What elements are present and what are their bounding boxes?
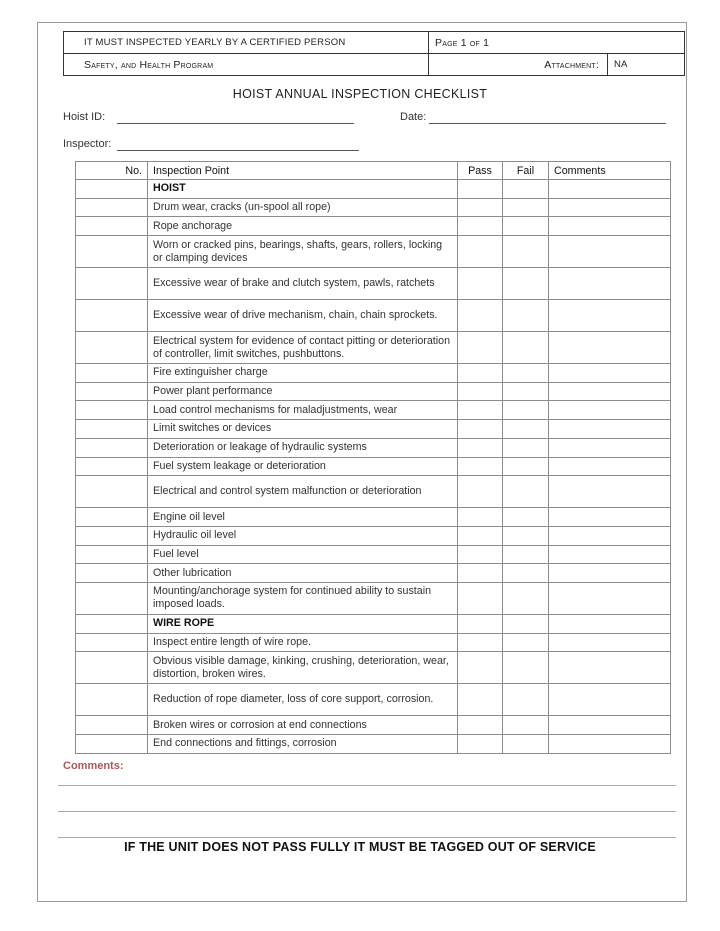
comments-cell[interactable] [549, 198, 671, 217]
table-row [76, 457, 671, 476]
inspection-point-cell: Reduction of rope diameter, loss of core support, corrosion. [148, 684, 458, 716]
inspection-point-cell: Load control mechanisms for maladjustments, wear [148, 401, 458, 420]
pass-checkbox-cell[interactable] [458, 180, 503, 199]
no-cell [76, 564, 148, 583]
column-header-comments: Comments [549, 162, 671, 180]
fail-checkbox-cell[interactable] [503, 545, 549, 564]
fail-checkbox-cell[interactable] [503, 652, 549, 684]
comments-cell[interactable] [549, 420, 671, 439]
comments-cell[interactable] [549, 582, 671, 614]
date-label: Date: [400, 111, 427, 123]
inspection-point-cell: Broken wires or corrosion at end connections [148, 716, 458, 735]
table-row [76, 332, 671, 364]
table-row [76, 633, 671, 652]
comments-cell[interactable] [549, 457, 671, 476]
fail-checkbox-cell[interactable] [503, 526, 549, 545]
inspector-label: Inspector: [63, 138, 112, 150]
comments-cell[interactable] [549, 180, 671, 199]
pass-checkbox-cell[interactable] [458, 652, 503, 684]
pass-checkbox-cell[interactable] [458, 438, 503, 457]
pass-checkbox-cell[interactable] [458, 236, 503, 268]
page-number: Page 1 of 1 [429, 32, 685, 54]
pass-checkbox-cell[interactable] [458, 508, 503, 527]
inspection-point-cell: Deterioration or leakage of hydraulic systems [148, 438, 458, 457]
table-row [76, 545, 671, 564]
no-cell [76, 198, 148, 217]
pass-checkbox-cell[interactable] [458, 198, 503, 217]
fail-checkbox-cell[interactable] [503, 438, 549, 457]
fail-checkbox-cell[interactable] [503, 508, 549, 527]
fail-checkbox-cell[interactable] [503, 420, 549, 439]
comments-cell[interactable] [549, 382, 671, 401]
fail-checkbox-cell[interactable] [503, 300, 549, 332]
pass-checkbox-cell[interactable] [458, 268, 503, 300]
fail-checkbox-cell[interactable] [503, 564, 549, 583]
pass-checkbox-cell[interactable] [458, 217, 503, 236]
comments-cell[interactable] [549, 716, 671, 735]
table-header-row [76, 162, 671, 180]
fail-checkbox-cell[interactable] [503, 735, 549, 754]
column-header-no: No. [76, 162, 148, 180]
fail-checkbox-cell[interactable] [503, 382, 549, 401]
table-row [76, 300, 671, 332]
attachment-label: Attachment: [429, 54, 608, 76]
comments-line[interactable] [58, 785, 676, 786]
no-cell [76, 652, 148, 684]
inspection-point-cell: Inspect entire length of wire rope. [148, 633, 458, 652]
inspection-point-cell: Excessive wear of brake and clutch system, pawls, ratchets [148, 268, 458, 300]
no-cell [76, 268, 148, 300]
comments-cell[interactable] [549, 217, 671, 236]
comments-label: Comments: [63, 760, 124, 772]
no-cell [76, 457, 148, 476]
comments-cell[interactable] [549, 633, 671, 652]
no-cell [76, 582, 148, 614]
no-cell [76, 236, 148, 268]
table-row [76, 236, 671, 268]
table-row [76, 652, 671, 684]
hoist-id-field[interactable] [117, 123, 354, 124]
inspection-point-cell: Fire extinguisher charge [148, 364, 458, 383]
inspection-point-cell: Limit switches or devices [148, 420, 458, 439]
comments-cell[interactable] [549, 438, 671, 457]
inspection-point-cell: Electrical system for evidence of contact pitting or deterioration of controller, limit switches, pushbuttons. [148, 332, 458, 364]
pass-checkbox-cell[interactable] [458, 526, 503, 545]
table-row [76, 526, 671, 545]
comments-cell[interactable] [549, 476, 671, 508]
inspection-point-cell: Drum wear, cracks (un-spool all rope) [148, 198, 458, 217]
no-cell [76, 382, 148, 401]
fail-checkbox-cell[interactable] [503, 236, 549, 268]
no-cell [76, 364, 148, 383]
inspection-point-cell: Mounting/anchorage system for continued ability to sustain imposed loads. [148, 582, 458, 614]
column-header-inspection-point: Inspection Point [148, 162, 458, 180]
fail-checkbox-cell[interactable] [503, 633, 549, 652]
inspection-point-cell: Hydraulic oil level [148, 526, 458, 545]
pass-checkbox-cell[interactable] [458, 332, 503, 364]
inspection-notice: IT MUST INSPECTED YEARLY BY A CERTIFIED PERSON [64, 32, 429, 54]
pass-checkbox-cell[interactable] [458, 401, 503, 420]
table-row [76, 582, 671, 614]
pass-checkbox-cell[interactable] [458, 382, 503, 401]
pass-checkbox-cell[interactable] [458, 564, 503, 583]
no-cell [76, 633, 148, 652]
no-cell [76, 508, 148, 527]
inspection-point-cell: WIRE ROPE [148, 614, 458, 633]
comments-cell[interactable] [549, 564, 671, 583]
inspection-point-cell: Engine oil level [148, 508, 458, 527]
date-field[interactable] [429, 123, 666, 124]
table-row [76, 564, 671, 583]
inspection-point-cell: Fuel level [148, 545, 458, 564]
no-cell [76, 614, 148, 633]
no-cell [76, 684, 148, 716]
comments-cell[interactable] [549, 652, 671, 684]
comments-line[interactable] [58, 837, 676, 838]
table-row [76, 716, 671, 735]
inspection-point-cell: End connections and fittings, corrosion [148, 735, 458, 754]
section-row [76, 614, 671, 633]
inspection-point-cell: Fuel system leakage or deterioration [148, 457, 458, 476]
comments-cell[interactable] [549, 364, 671, 383]
no-cell [76, 735, 148, 754]
table-row [76, 217, 671, 236]
fail-checkbox-cell[interactable] [503, 476, 549, 508]
no-cell [76, 217, 148, 236]
document-header [63, 31, 685, 76]
no-cell [76, 476, 148, 508]
attachment-value: NA [608, 54, 685, 76]
inspection-point-cell: Other lubrication [148, 564, 458, 583]
fail-checkbox-cell[interactable] [503, 198, 549, 217]
fail-checkbox-cell[interactable] [503, 457, 549, 476]
table-row [76, 198, 671, 217]
inspection-point-cell: Obvious visible damage, kinking, crushing, deterioration, wear, distortion, broken wires. [148, 652, 458, 684]
inspection-point-cell: Electrical and control system malfunction or deterioration [148, 476, 458, 508]
no-cell [76, 332, 148, 364]
comments-line[interactable] [58, 811, 676, 812]
fail-checkbox-cell[interactable] [503, 401, 549, 420]
pass-checkbox-cell[interactable] [458, 684, 503, 716]
table-row [76, 382, 671, 401]
pass-checkbox-cell[interactable] [458, 457, 503, 476]
pass-checkbox-cell[interactable] [458, 735, 503, 754]
table-row [76, 401, 671, 420]
tag-out-warning: IF THE UNIT DOES NOT PASS FULLY IT MUST BE TAGGED OUT OF SERVICE [124, 840, 596, 854]
table-row [76, 364, 671, 383]
table-row [76, 735, 671, 754]
page-title: HOIST ANNUAL INSPECTION CHECKLIST [232, 87, 488, 101]
hoist-id-label: Hoist ID: [63, 111, 106, 123]
fail-checkbox-cell[interactable] [503, 180, 549, 199]
fail-checkbox-cell[interactable] [503, 217, 549, 236]
fail-checkbox-cell[interactable] [503, 268, 549, 300]
inspection-point-cell: Worn or cracked pins, bearings, shafts, gears, rollers, locking or clamping devices [148, 236, 458, 268]
comments-cell[interactable] [549, 545, 671, 564]
no-cell [76, 420, 148, 439]
table-row [76, 508, 671, 527]
comments-cell[interactable] [549, 684, 671, 716]
inspection-point-cell: Rope anchorage [148, 217, 458, 236]
inspector-field[interactable] [117, 150, 359, 151]
column-header-fail: Fail [503, 162, 549, 180]
table-row [76, 438, 671, 457]
table-row [76, 476, 671, 508]
pass-checkbox-cell[interactable] [458, 545, 503, 564]
no-cell [76, 438, 148, 457]
comments-cell[interactable] [549, 614, 671, 633]
comments-cell[interactable] [549, 268, 671, 300]
comments-cell[interactable] [549, 508, 671, 527]
no-cell [76, 526, 148, 545]
pass-checkbox-cell[interactable] [458, 716, 503, 735]
fail-checkbox-cell[interactable] [503, 364, 549, 383]
pass-checkbox-cell[interactable] [458, 633, 503, 652]
pass-checkbox-cell[interactable] [458, 614, 503, 633]
column-header-pass: Pass [458, 162, 503, 180]
no-cell [76, 180, 148, 199]
pass-checkbox-cell[interactable] [458, 300, 503, 332]
fail-checkbox-cell[interactable] [503, 684, 549, 716]
no-cell [76, 300, 148, 332]
pass-checkbox-cell[interactable] [458, 364, 503, 383]
section-row [76, 180, 671, 199]
pass-checkbox-cell[interactable] [458, 420, 503, 439]
fail-checkbox-cell[interactable] [503, 716, 549, 735]
inspection-point-cell: Excessive wear of drive mechanism, chain, chain sprockets. [148, 300, 458, 332]
inspection-point-cell: Power plant performance [148, 382, 458, 401]
no-cell [76, 716, 148, 735]
pass-checkbox-cell[interactable] [458, 582, 503, 614]
inspection-point-cell: HOIST [148, 180, 458, 199]
inspection-table [75, 161, 671, 754]
pass-checkbox-cell[interactable] [458, 476, 503, 508]
table-row [76, 684, 671, 716]
fail-checkbox-cell[interactable] [503, 332, 549, 364]
comments-cell[interactable] [549, 332, 671, 364]
table-row [76, 268, 671, 300]
fail-checkbox-cell[interactable] [503, 614, 549, 633]
comments-cell[interactable] [549, 735, 671, 754]
no-cell [76, 401, 148, 420]
no-cell [76, 545, 148, 564]
comments-cell[interactable] [549, 401, 671, 420]
fail-checkbox-cell[interactable] [503, 582, 549, 614]
comments-cell[interactable] [549, 236, 671, 268]
program-name: Safety, and Health Program [64, 54, 429, 76]
table-row [76, 420, 671, 439]
comments-cell[interactable] [549, 300, 671, 332]
comments-cell[interactable] [549, 526, 671, 545]
